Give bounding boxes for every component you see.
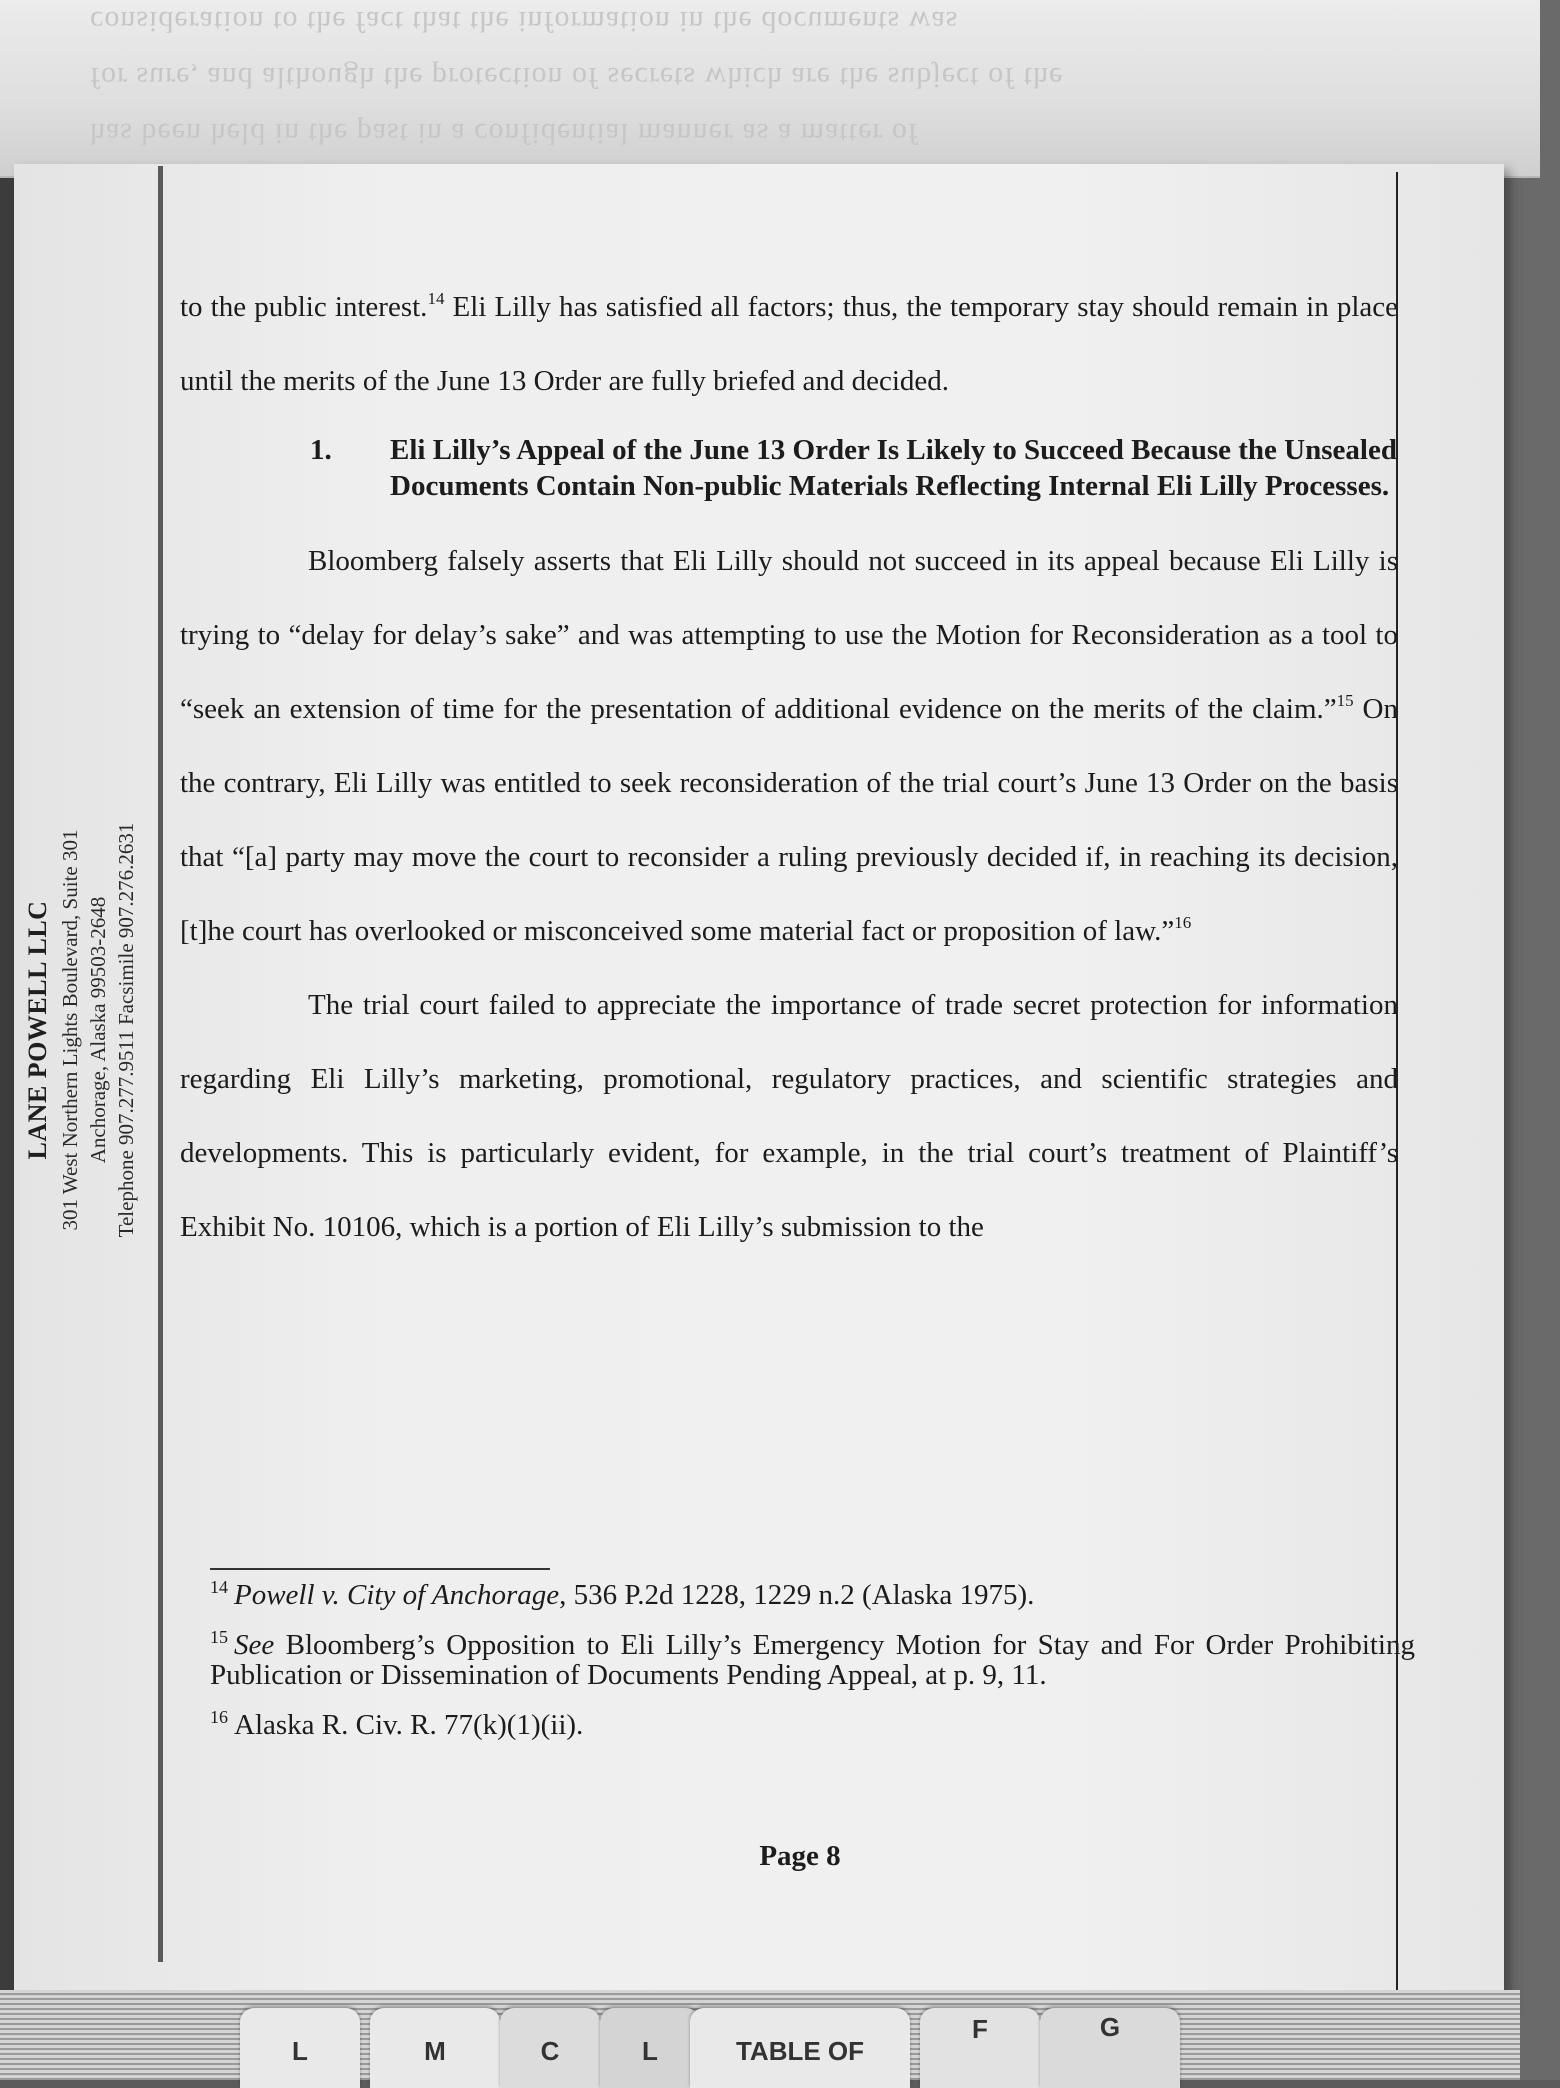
heading-text: Eli Lilly’s Appeal of the June 13 Order Is Likely to Succeed Because the Unsealed Documents Contain Non-public Materials Reflecting Internal Eli Lilly Processes.	[390, 434, 1397, 502]
paragraph-trade-secret: The trial court failed to appreciate the importance of trade secret protection for information regarding Eli Lilly’s marketing, promotional, regulatory practices, and scientific strategies and developments. This is particularly evident, for example, in the trial court’s treatment of Plaintiff’s Exhibit No. 10106, which is a portion of Eli Lilly’s submission to the	[180, 989, 1398, 1243]
footnote-number: 16	[210, 1707, 228, 1727]
firm-address: 301 West Northern Lights Boulevard, Suite 301	[58, 829, 82, 1231]
left-margin-rule	[158, 166, 163, 1962]
ghost-line: has been held in the past in a confidential manner as a matter of	[90, 117, 919, 150]
ghost-line: consideration to the fact that the information in the documents was	[90, 5, 959, 38]
index-tab-l[interactable]: L	[240, 2008, 360, 2088]
footnote-separator	[210, 1568, 550, 1570]
brief-body	[180, 270, 1398, 1264]
p2-text-a: Bloomberg falsely asserts that Eli Lilly should not succeed in its appeal because Eli Lilly is trying to “delay for delay’s sake” and was attempting to use the Motion for Reconsideration as a tool to “seek an extension of time for the presentation of additional evidence on the merits of the claim.”	[180, 545, 1398, 725]
footnote	[210, 1707, 1415, 1741]
section-heading	[310, 432, 1398, 504]
footnote	[210, 1627, 1415, 1691]
footnote-ref: 15	[1336, 691, 1354, 710]
footnote-text: Alaska R. Civ. R. 77(k)(1)(ii).	[234, 1709, 584, 1741]
ghost-line: for sure, and although the protection of secrets which are the subject of the	[90, 61, 1064, 94]
index-tab-g[interactable]: G	[1040, 2008, 1180, 2088]
footnote-text: , 536 P.2d 1228, 1229 n.2 (Alaska 1975).	[559, 1579, 1035, 1611]
index-tab-m[interactable]: M	[370, 2008, 500, 2088]
footnote-ref: 14	[427, 289, 445, 308]
footnote-number: 14	[210, 1577, 228, 1597]
footnote-number: 15	[210, 1627, 228, 1647]
p2-text-b: On the contrary, Eli Lilly was entitled to seek reconsideration of the trial court’s June 13 Order on the basis that “[a] party may move the court to reconsider a ruling previously decided if, in reaching its decision, [t]he court has overlooked or misconceived some material fact or proposition of law.”	[180, 693, 1398, 947]
p1-text: to the public interest.	[180, 291, 428, 323]
footnote-text: Bloomberg’s Opposition to Eli Lilly’s Emergency Motion for Stay and For Order Prohibiting Publication or Dissemination of Documents Pending Appeal, at p. 9, 11.	[210, 1629, 1415, 1691]
firm-letterhead	[20, 710, 140, 1350]
footnote-italic: Powell v. City of Anchorage	[234, 1579, 560, 1611]
footnote	[210, 1577, 1415, 1611]
index-tab-f[interactable]: F	[920, 2008, 1040, 2088]
firm-name: LANE POWELL LLC	[23, 900, 52, 1160]
footnote-italic: See	[234, 1629, 275, 1661]
index-tab-table-of[interactable]: TABLE OF	[690, 2008, 910, 2088]
paragraph-public-interest	[180, 270, 1398, 418]
paragraph-bloomberg	[180, 524, 1398, 968]
previous-page	[0, 0, 1540, 178]
footnotes	[210, 1577, 1415, 1760]
heading-number: 1.	[310, 434, 332, 466]
firm-phone: Telephone 907.277.9511 Facsimile 907.276.2631	[114, 822, 138, 1238]
footnote-ref: 16	[1174, 913, 1192, 932]
firm-city: Anchorage, Alaska 99503-2648	[86, 896, 110, 1164]
index-tab-c[interactable]: C	[500, 2008, 600, 2088]
index-tab-l2[interactable]: L	[600, 2008, 700, 2088]
page-number: Page 8	[759, 1840, 841, 1872]
p1-rest: Eli Lilly has satisfied all factors; thus, the temporary stay should remain in place until the merits of the June 13 Order are fully briefed and decided.	[180, 291, 1398, 397]
